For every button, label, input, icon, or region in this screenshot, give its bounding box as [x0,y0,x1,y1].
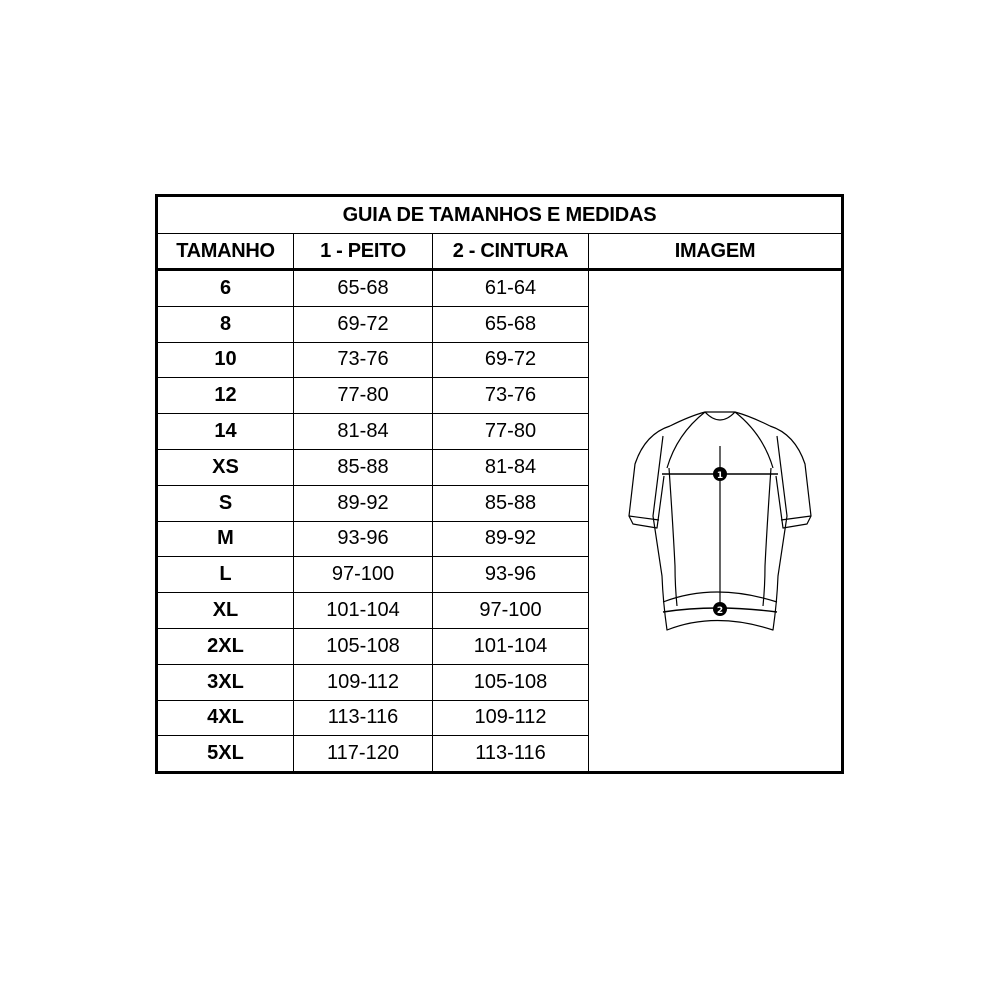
waist-cell: 93-96 [433,557,589,593]
size-cell: S [157,485,294,521]
chest-cell: 117-120 [294,736,433,773]
chest-cell: 81-84 [294,414,433,450]
chest-cell: 101-104 [294,593,433,629]
chest-cell: 73-76 [294,342,433,378]
size-table-body [157,270,843,773]
size-cell: L [157,557,294,593]
waist-cell: 65-68 [433,306,589,342]
chest-cell: 105-108 [294,628,433,664]
waist-cell: 97-100 [433,593,589,629]
size-cell: 14 [157,414,294,450]
image-cell [589,270,843,773]
waist-cell: 85-88 [433,485,589,521]
waist-cell: 77-80 [433,414,589,450]
header-waist: 2 - CINTURA [433,234,589,270]
waist-cell: 69-72 [433,342,589,378]
waist-cell: 89-92 [433,521,589,557]
size-cell: 10 [157,342,294,378]
header-size: TAMANHO [157,234,294,270]
size-cell: 3XL [157,664,294,700]
chest-cell: 89-92 [294,485,433,521]
table-row [157,270,843,307]
size-cell: 6 [157,270,294,307]
chest-cell: 97-100 [294,557,433,593]
size-cell: XS [157,449,294,485]
waist-cell: 61-64 [433,270,589,307]
chest-cell: 65-68 [294,270,433,307]
waist-marker [713,602,727,616]
size-cell: 2XL [157,628,294,664]
chest-cell: 113-116 [294,700,433,736]
waist-cell: 113-116 [433,736,589,773]
chest-marker [713,467,727,481]
chest-cell: 69-72 [294,306,433,342]
size-guide-table [155,194,844,774]
chest-cell: 109-112 [294,664,433,700]
chest-cell: 77-80 [294,378,433,414]
left-sleeve [629,426,670,528]
chest-cell: 85-88 [294,449,433,485]
waist-cell: 81-84 [433,449,589,485]
header-image: IMAGEM [589,234,843,270]
waist-cell: 105-108 [433,664,589,700]
svg-text:2: 2 [716,606,724,617]
waist-cell: 101-104 [433,628,589,664]
chest-cell: 93-96 [294,521,433,557]
size-cell: 4XL [157,700,294,736]
size-cell: 8 [157,306,294,342]
svg-text:1: 1 [716,471,724,482]
table-title: GUIA DE TAMANHOS E MEDIDAS [157,196,843,234]
waist-cell: 109-112 [433,700,589,736]
header-chest: 1 - PEITO [294,234,433,270]
size-cell: 12 [157,378,294,414]
jersey-measurement-icon [615,406,815,636]
size-cell: XL [157,593,294,629]
size-cell: M [157,521,294,557]
size-cell: 5XL [157,736,294,773]
waist-cell: 73-76 [433,378,589,414]
right-sleeve [770,426,811,528]
